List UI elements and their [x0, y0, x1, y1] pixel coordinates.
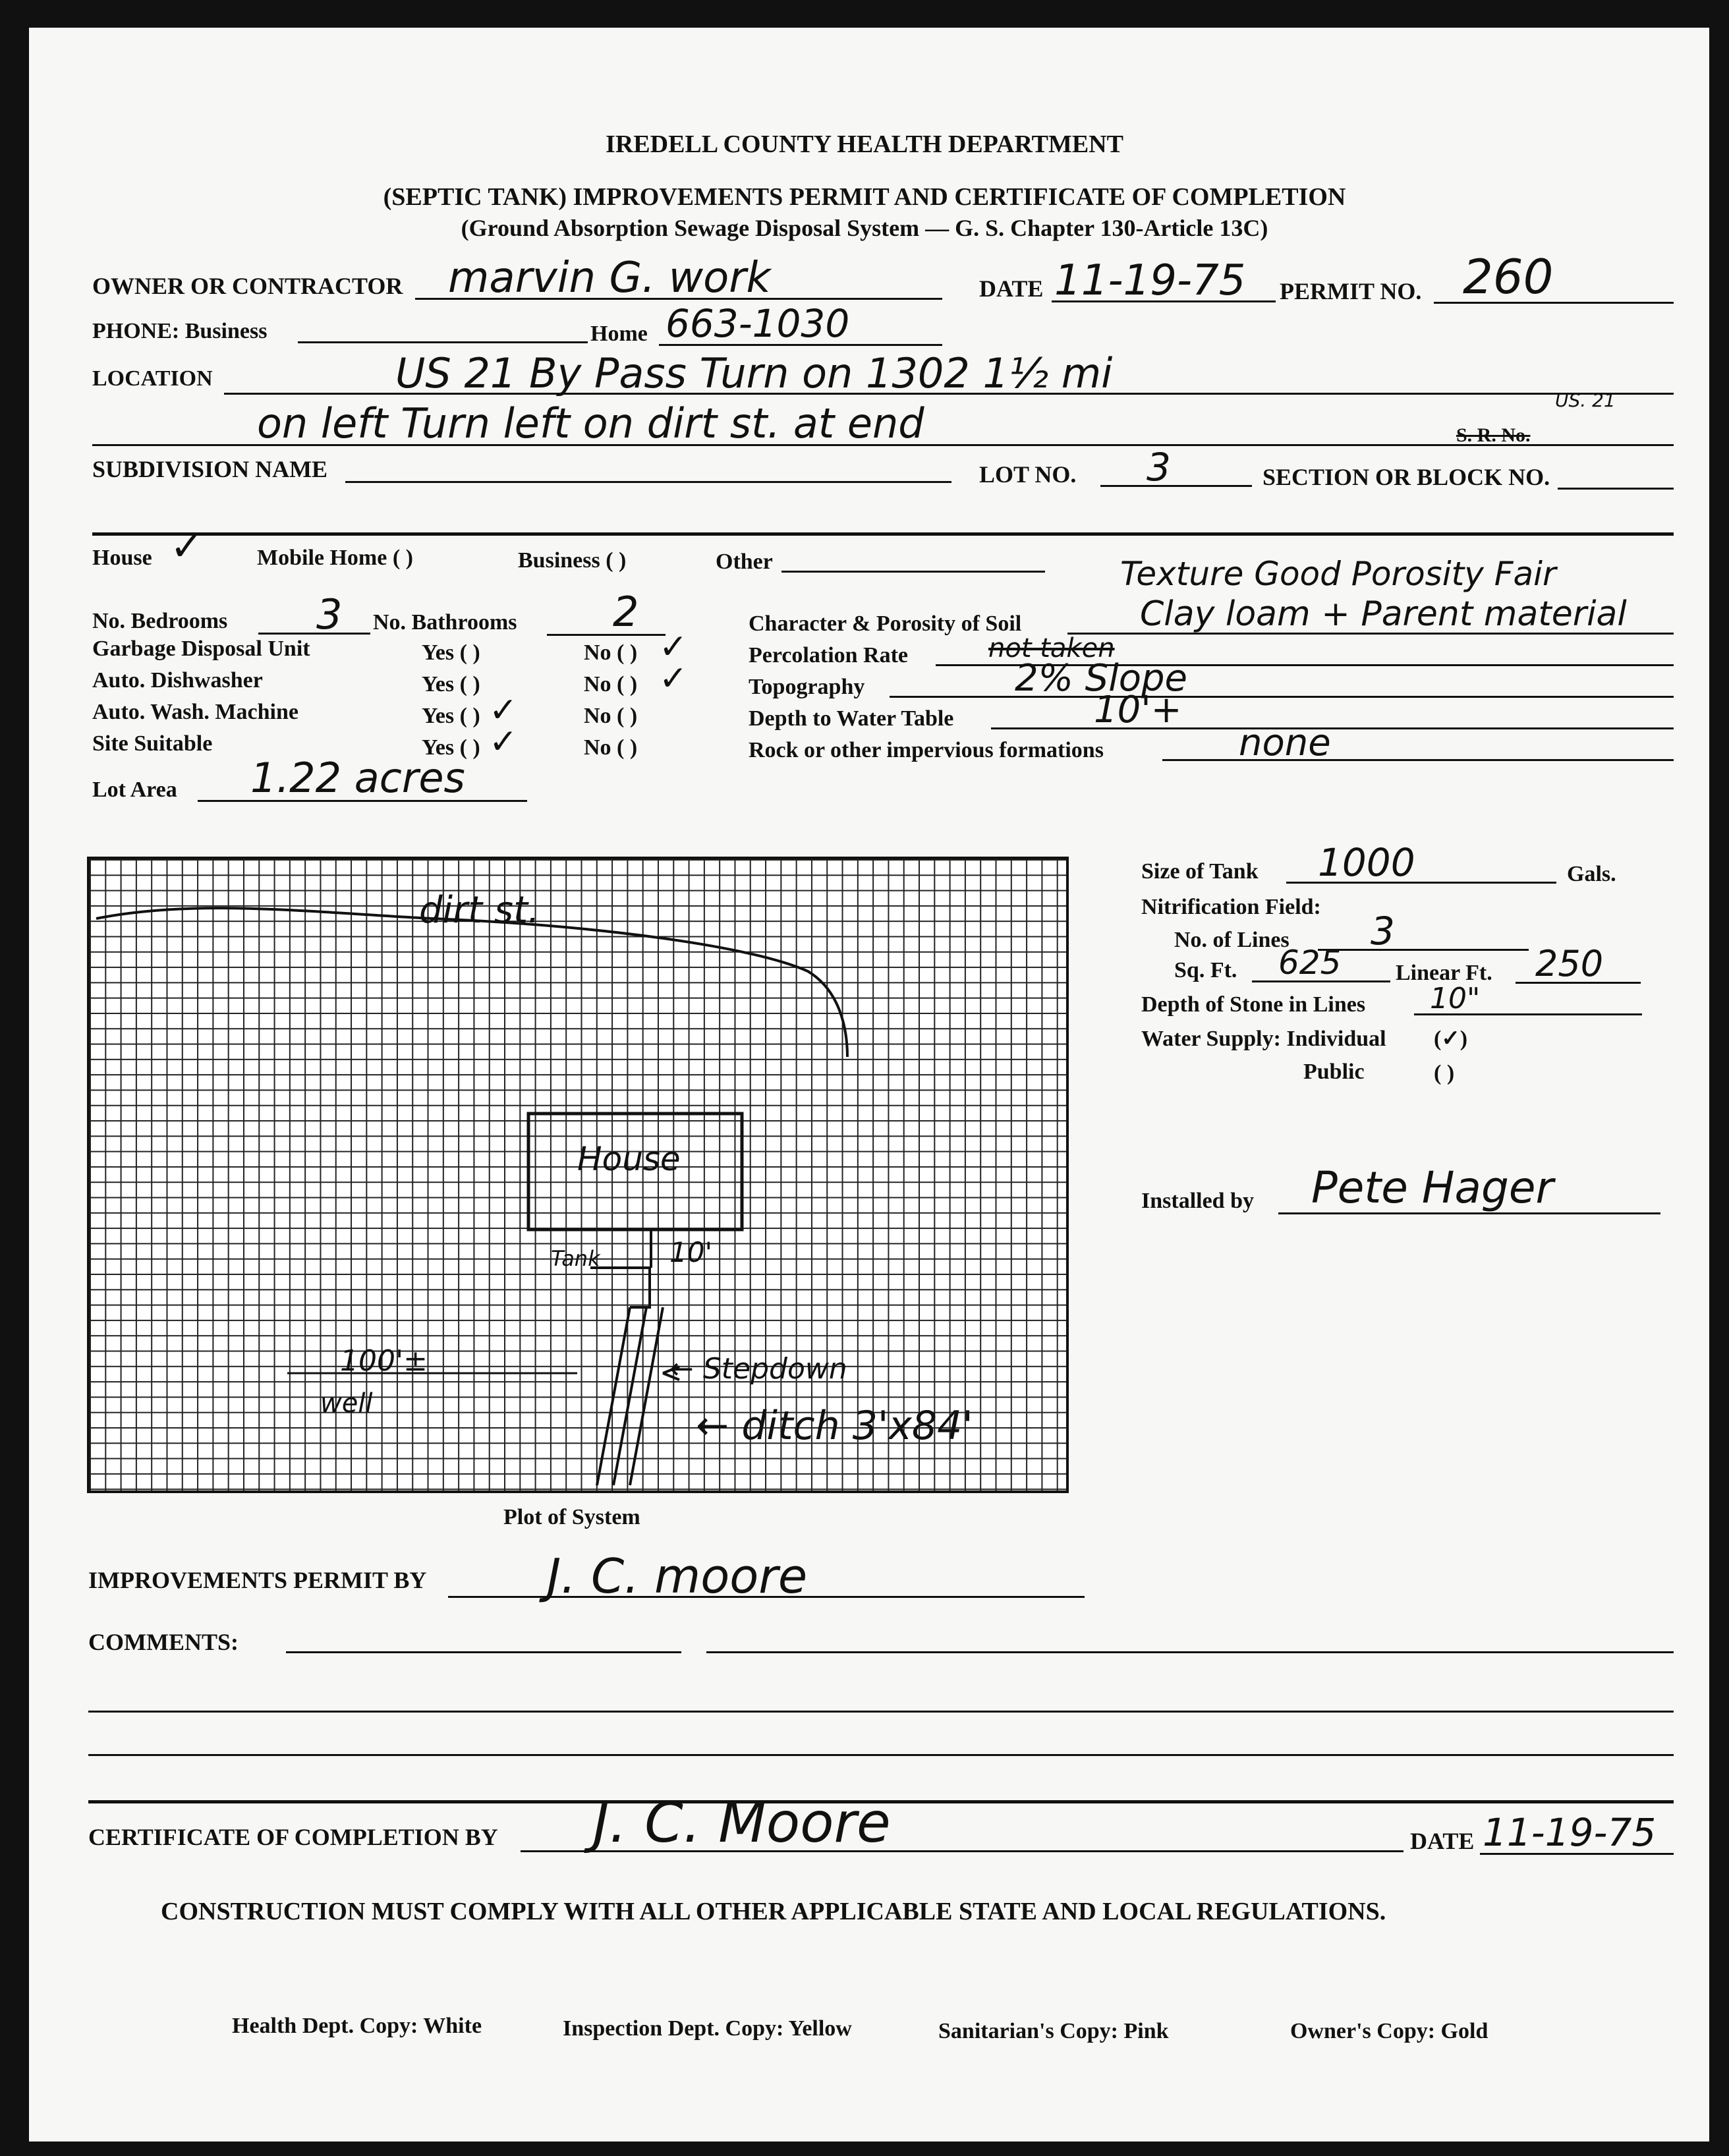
- lines-line: [1318, 949, 1529, 951]
- improvements-permit-signature: J. C. moore: [547, 1548, 808, 1604]
- owner-label: OWNER OR CONTRACTOR: [92, 273, 403, 299]
- certificate-signature: J. C. Moore: [593, 1790, 891, 1855]
- appliance-label: Garbage Disposal Unit: [92, 637, 310, 661]
- appliance-check-mark: ✓: [489, 722, 518, 762]
- soil-character-line: [1067, 633, 1674, 635]
- bathrooms-label: No. Bathrooms: [373, 610, 517, 635]
- appliance-label: Auto. Dishwasher: [92, 668, 263, 693]
- improvements-permit-label: IMPROVEMENTS PERMIT BY: [88, 1567, 427, 1593]
- phone-business-line: [298, 341, 588, 343]
- rock-value: none: [1239, 722, 1331, 764]
- certificate-label: CERTIFICATE OF COMPLETION BY: [88, 1824, 498, 1850]
- lot-area-value: 1.22 acres: [250, 754, 465, 802]
- sr-no-label: S. R. No.: [1456, 424, 1531, 446]
- topography-label: Topography: [749, 675, 865, 699]
- house-label: House: [92, 546, 152, 570]
- comments-line-1a: [286, 1651, 681, 1653]
- regulations-notice: CONSTRUCTION MUST COMPLY WITH ALL OTHER APPLICABLE STATE AND LOCAL REGULATIONS.: [161, 1898, 1386, 1925]
- soil-texture-note: Texture Good Porosity Fair: [1120, 555, 1556, 593]
- location-line2-rule: [92, 444, 1674, 446]
- stone-depth-line: [1414, 1013, 1642, 1015]
- appliance-no: No ( ): [584, 640, 638, 665]
- plot-tank-distance: 10': [669, 1236, 712, 1268]
- soil-character-value: Clay loam + Parent material: [1140, 594, 1627, 634]
- lot-area-label: Lot Area: [92, 778, 177, 802]
- tank-size-unit: Gals.: [1567, 862, 1616, 886]
- appliance-yes: Yes ( ): [422, 735, 480, 760]
- location-line1: US 21 By Pass Turn on 1302 1½ mi: [395, 349, 1113, 397]
- subdivision-line: [345, 481, 951, 483]
- rock-label: Rock or other impervious formations: [749, 738, 1104, 762]
- appliance-yes: Yes ( ): [422, 704, 480, 728]
- linear-ft-label: Linear Ft.: [1396, 961, 1492, 985]
- plot-well-distance: 100'±: [340, 1344, 428, 1378]
- bathrooms-value: 2: [613, 588, 639, 636]
- date-line: [1052, 300, 1276, 302]
- appliance-no: No ( ): [584, 735, 638, 760]
- percolation-label: Percolation Rate: [749, 643, 909, 667]
- certificate-date-line: [1480, 1853, 1674, 1855]
- tank-size-value: 1000: [1318, 840, 1415, 885]
- water-public-label: Public: [1303, 1060, 1365, 1084]
- plot-well-label: well: [320, 1388, 373, 1419]
- lines-label: No. of Lines: [1174, 928, 1290, 952]
- section-divider: [92, 532, 1674, 536]
- scan-edge-top: [0, 0, 1729, 28]
- owner-line: [415, 298, 942, 300]
- comments-line-1b: [706, 1651, 1674, 1653]
- lot-no-value: 3: [1147, 445, 1171, 490]
- mobile-home-label: Mobile Home ( ): [257, 546, 413, 570]
- section-label: SECTION OR BLOCK NO.: [1262, 464, 1550, 490]
- section-line: [1558, 488, 1674, 490]
- scan-edge-right: [1709, 0, 1729, 2156]
- certificate-date-value: 11-19-75: [1483, 1810, 1657, 1855]
- copy-health-dept: Health Dept. Copy: White: [232, 2014, 482, 2038]
- owner-value: marvin G. work: [448, 254, 771, 302]
- lot-area-line: [198, 800, 527, 802]
- appliance-yes: Yes ( ): [422, 672, 480, 696]
- plot-caption: Plot of System: [503, 1505, 640, 1529]
- copy-inspection-dept: Inspection Dept. Copy: Yellow: [563, 2016, 852, 2041]
- improvements-permit-line: [448, 1596, 1085, 1598]
- linear-ft-line: [1516, 982, 1641, 984]
- bathrooms-line: [547, 634, 666, 636]
- comments-label: COMMENTS:: [88, 1629, 239, 1655]
- installed-by-label: Installed by: [1141, 1189, 1254, 1213]
- installed-by-line: [1278, 1212, 1660, 1214]
- stone-depth-value: 10": [1430, 982, 1481, 1015]
- sqft-value: 625: [1278, 944, 1342, 982]
- installed-by-value: Pete Hager: [1311, 1162, 1554, 1213]
- appliance-check-mark: ✓: [659, 627, 688, 667]
- plot-ditch-label: ← ditch 3'x84': [696, 1403, 973, 1449]
- linear-ft-value: 250: [1535, 943, 1604, 984]
- soil-character-label: Character & Porosity of Soil: [749, 611, 1022, 636]
- tank-size-line: [1286, 882, 1556, 884]
- tank-size-label: Size of Tank: [1141, 859, 1259, 884]
- topography-line: [890, 696, 1674, 698]
- rock-line: [1162, 759, 1674, 761]
- plot-grid: [87, 857, 1069, 1493]
- sqft-line: [1252, 980, 1390, 982]
- certificate-line: [521, 1850, 1403, 1852]
- copy-owner: Owner's Copy: Gold: [1290, 2019, 1488, 2043]
- other-line: [781, 571, 1045, 573]
- water-table-value: 10'+: [1094, 689, 1182, 731]
- certificate-date-label: DATE: [1410, 1828, 1475, 1854]
- nitrification-lines: [597, 1307, 663, 1485]
- scan-edge-left: [0, 0, 29, 2156]
- form-subtitle: (Ground Absorption Sewage Disposal System — G. S. Chapter 130-Article 13C): [461, 215, 1268, 241]
- percolation-value: not taken: [988, 633, 1115, 664]
- topography-value: 2% Slope: [1015, 657, 1188, 700]
- appliance-label: Site Suitable: [92, 731, 213, 756]
- permit-line: [1434, 302, 1674, 304]
- nitrification-label: Nitrification Field:: [1141, 895, 1321, 919]
- appliance-no: No ( ): [584, 704, 638, 728]
- lot-no-label: LOT NO.: [979, 461, 1077, 488]
- form-title: (SEPTIC TANK) IMPROVEMENTS PERMIT AND CERTIFICATE OF COMPLETION: [383, 183, 1346, 211]
- plot-tank-label: Tank: [551, 1246, 600, 1271]
- permit-label: PERMIT NO.: [1280, 278, 1422, 304]
- location-line1-rule: [224, 393, 1674, 395]
- lot-no-line: [1100, 485, 1252, 487]
- date-value: 11-19-75: [1054, 256, 1246, 305]
- water-individual-mark: (✓): [1434, 1027, 1468, 1051]
- water-table-line: [991, 727, 1674, 729]
- other-label: Other: [716, 550, 773, 574]
- appliance-check-mark: ✓: [489, 691, 518, 730]
- phone-business-label: PHONE: Business: [92, 319, 268, 343]
- plot-house-label: House: [577, 1140, 681, 1178]
- subdivision-label: SUBDIVISION NAME: [92, 456, 328, 482]
- stone-depth-label: Depth of Stone in Lines: [1141, 992, 1366, 1017]
- plot-stepdown-label: ← Stepdown: [669, 1352, 847, 1386]
- lines-value: 3: [1371, 909, 1395, 953]
- department-heading: IREDELL COUNTY HEALTH DEPARTMENT: [606, 130, 1123, 158]
- water-table-label: Depth to Water Table: [749, 706, 954, 731]
- bedrooms-label: No. Bedrooms: [92, 609, 228, 633]
- location-line2: on left Turn left on dirt st. at end: [257, 399, 924, 447]
- appliance-no: No ( ): [584, 672, 638, 696]
- water-supply-label: Water Supply: Individual: [1141, 1027, 1386, 1051]
- appliance-check-mark: ✓: [659, 659, 688, 698]
- plot-street-label: dirt st.: [419, 889, 540, 932]
- scan-edge-bottom: [0, 2142, 1729, 2156]
- appliance-label: Auto. Wash. Machine: [92, 700, 298, 724]
- bedrooms-value: 3: [316, 590, 343, 638]
- sqft-label: Sq. Ft.: [1174, 958, 1237, 982]
- house-check-mark: ✓: [170, 524, 204, 570]
- comments-line-3: [88, 1754, 1674, 1756]
- business-label: Business ( ): [518, 548, 627, 573]
- phone-home-label: Home: [590, 322, 648, 346]
- phone-home-value: 663-1030: [666, 301, 850, 346]
- copy-sanitarian: Sanitarian's Copy: Pink: [938, 2019, 1169, 2043]
- sr-no-value: US. 21: [1555, 389, 1616, 411]
- bedrooms-line: [258, 633, 370, 635]
- phone-home-line: [659, 344, 942, 346]
- location-label: LOCATION: [92, 366, 213, 391]
- water-public-mark: ( ): [1434, 1061, 1455, 1085]
- appliance-yes: Yes ( ): [422, 640, 480, 665]
- date-label: DATE: [979, 275, 1044, 302]
- permit-value: 260: [1463, 249, 1554, 304]
- tank-outline: [590, 1268, 650, 1307]
- comments-line-2: [88, 1711, 1674, 1713]
